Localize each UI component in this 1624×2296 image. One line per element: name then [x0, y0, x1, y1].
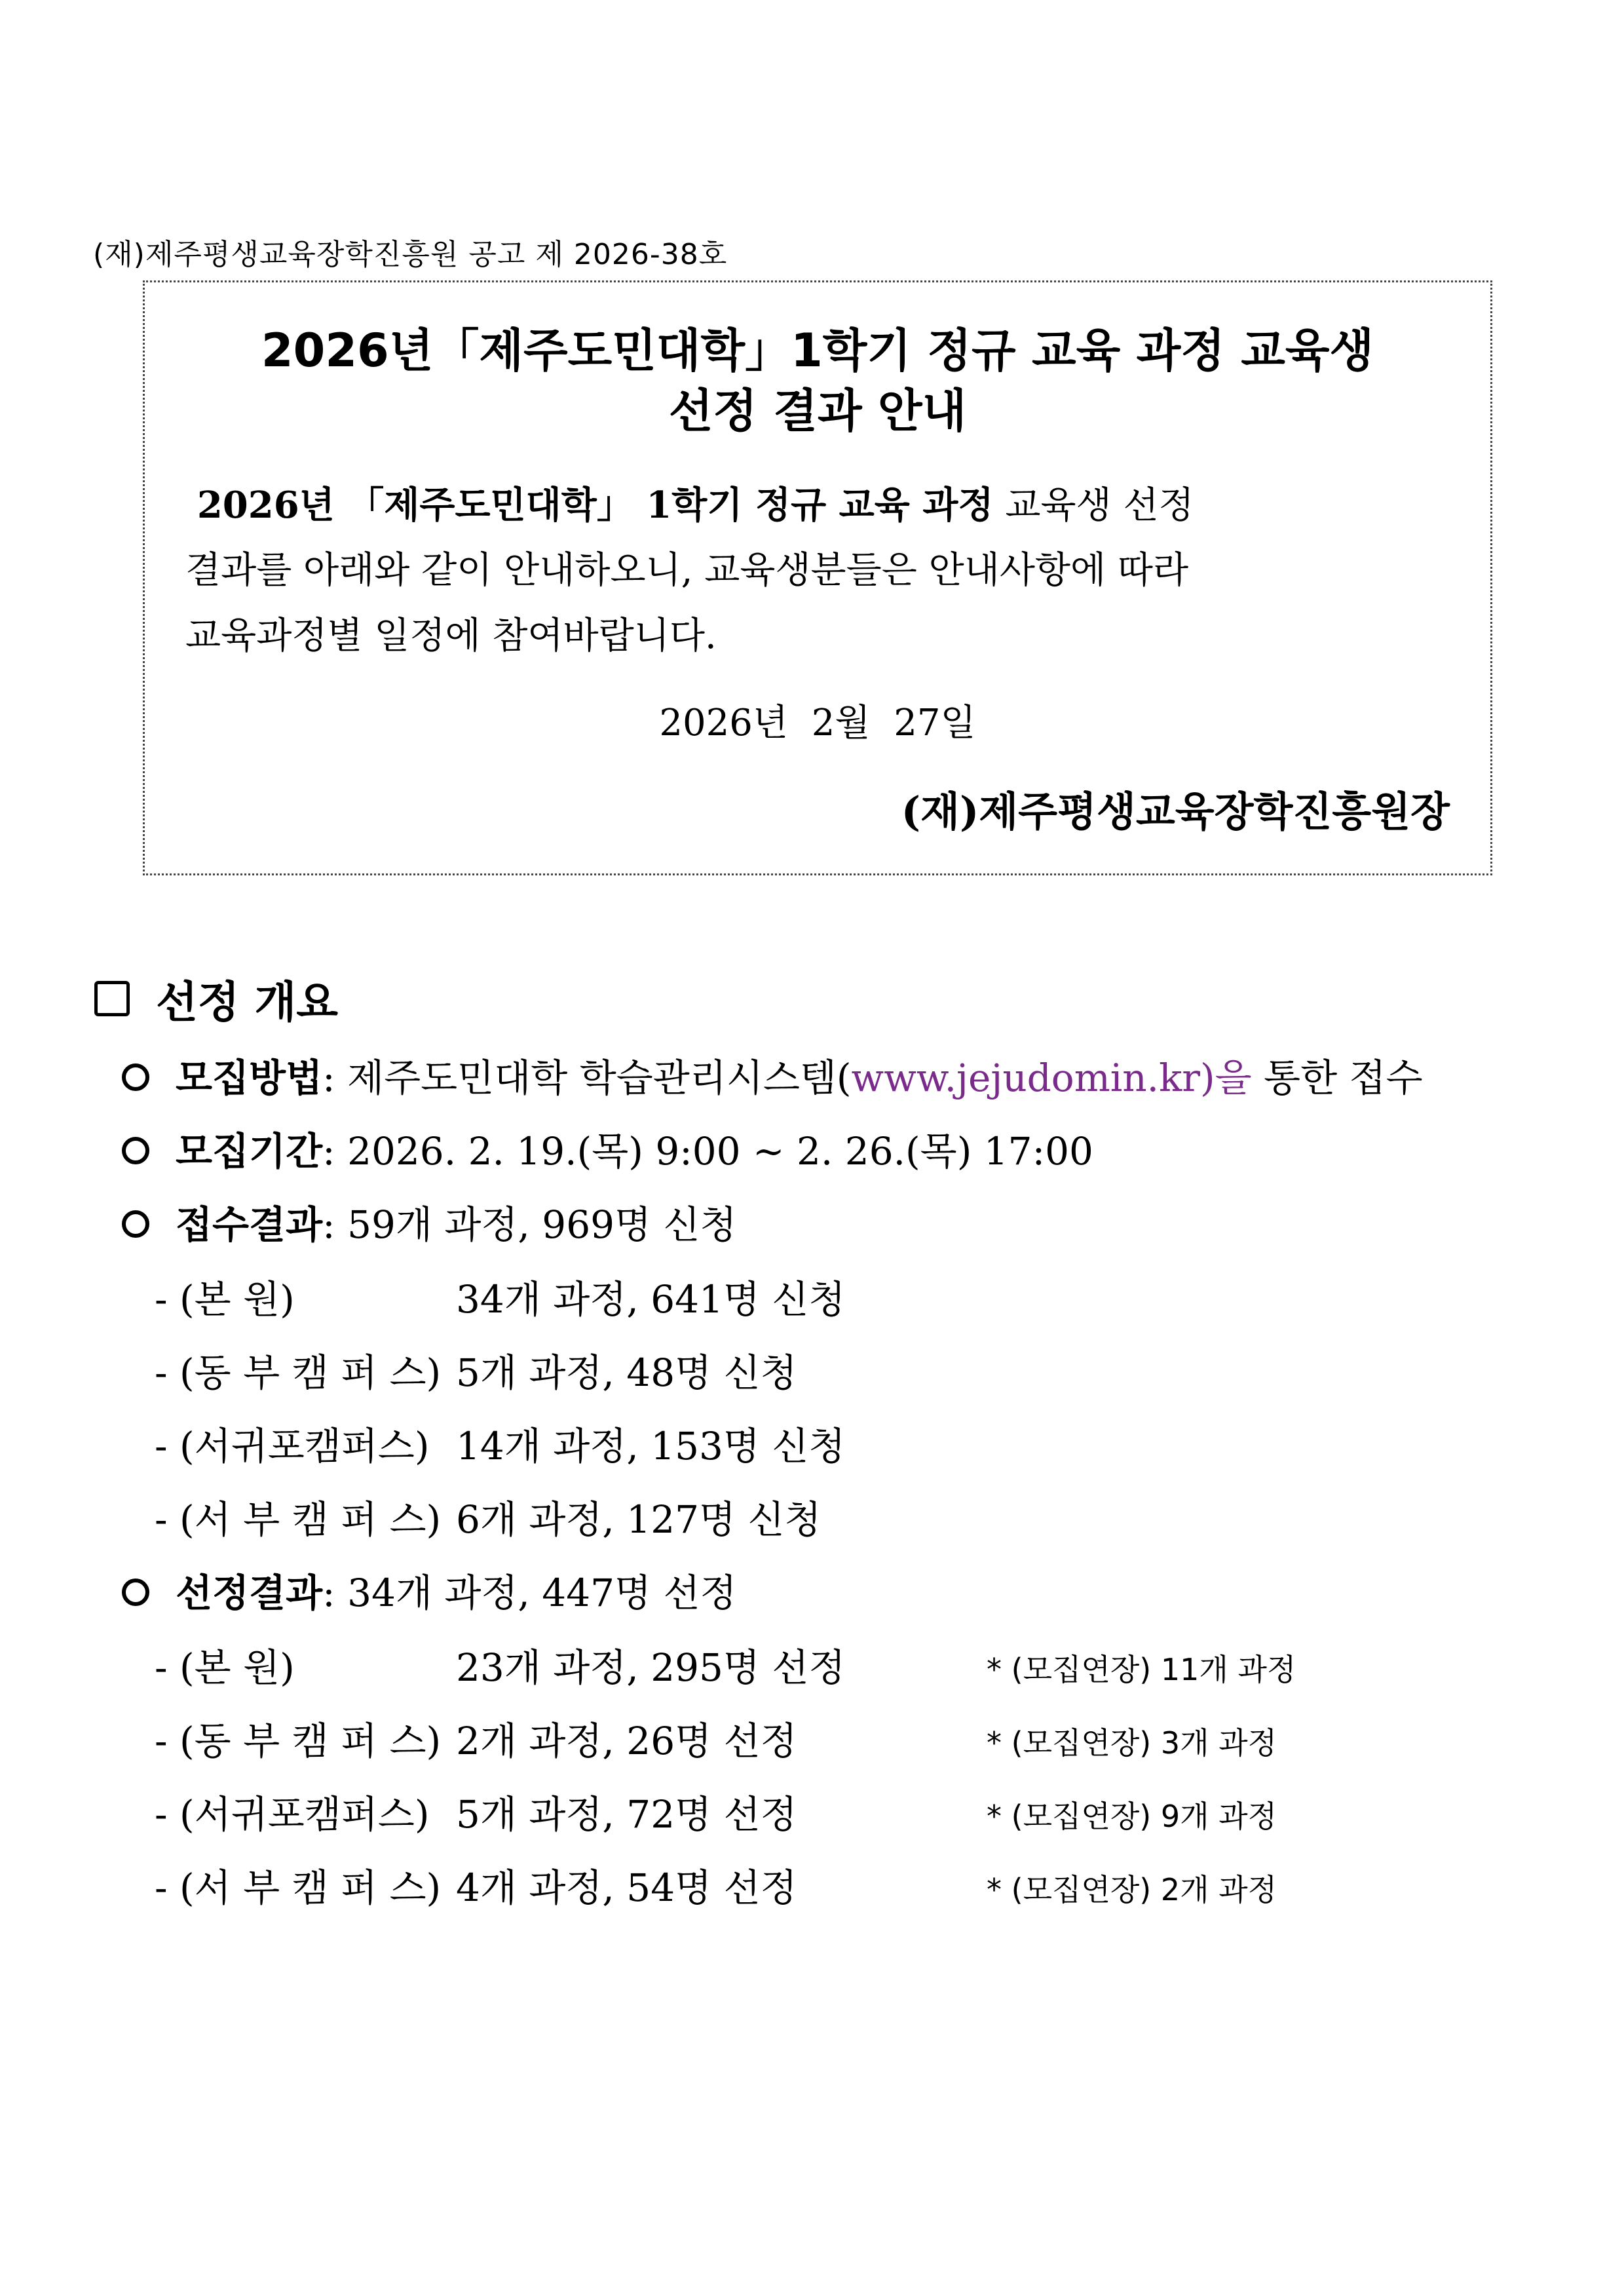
select-row: [122, 1562, 737, 1617]
select-note-west: * (모집연장) 2개 과정: [987, 1872, 1277, 1907]
notice-number: (재)제주평생교육장학진흥원 공고 제 2026-38호: [93, 238, 728, 271]
method-label: 모집방법: [176, 1056, 323, 1100]
body-line-2: 결과를 아래와 같이 안내하오니, 교육생분들은 안내사항에 따라: [185, 549, 1189, 592]
apply-item-east: - (동 부 캠 퍼 스) 5개 과정, 48명 신청: [155, 1350, 797, 1395]
announcement-box: [143, 280, 1492, 875]
announcement-date: 2026년 2월 27일: [659, 702, 976, 744]
select-item-seogwipo: - (서귀포캠퍼스) 5개 과정, 72명 선정: [155, 1792, 797, 1837]
body-line-3: 교육과정별 일정에 참여바랍니다.: [185, 615, 717, 657]
apply-text: : 59개 과정, 969명 신청: [322, 1202, 737, 1247]
apply-item-main: - (본 원) 34개 과정, 641명 신청: [155, 1277, 846, 1322]
circle-bullet-icon: [122, 1578, 149, 1606]
method-row: [122, 1047, 1423, 1102]
select-label: 선정결과: [176, 1571, 323, 1615]
method-tail: 통한 접수: [1251, 1056, 1423, 1100]
circle-bullet-icon: [122, 1063, 149, 1091]
select-item-west: - (서 부 캠 퍼 스) 4개 과정, 54명 선정: [155, 1866, 797, 1910]
section-heading: [94, 967, 338, 1029]
body-line-1: [185, 472, 1456, 539]
body-line-1-rest: 교육생 선정: [993, 484, 1194, 527]
apply-label: 접수결과: [176, 1202, 323, 1247]
apply-item-west: - (서 부 캠 퍼 스) 6개 과정, 127명 신청: [155, 1497, 821, 1542]
title-line-2: 선정 결과 안내: [668, 384, 967, 438]
select-item-main: - (본 원) 23개 과정, 295명 선정: [155, 1645, 846, 1690]
period-label: 모집기간: [176, 1129, 323, 1174]
select-text: : 34개 과정, 447명 선정: [322, 1571, 737, 1615]
apply-item-seogwipo: - (서귀포캠퍼스) 14개 과정, 153명 신청: [155, 1424, 846, 1468]
method-text: : 제주도민대학 학습관리시스템(: [322, 1056, 852, 1100]
select-note-east: * (모집연장) 3개 과정: [987, 1725, 1277, 1761]
body-bold: 2026년 「제주도민대학」 1학기 정규 교육 과정: [197, 484, 994, 527]
apply-row: [122, 1194, 737, 1249]
checkbox-icon: [94, 981, 130, 1016]
select-note-main: * (모집연장) 11개 과정: [987, 1652, 1296, 1687]
circle-bullet-icon: [122, 1210, 149, 1238]
circle-bullet-icon: [122, 1137, 149, 1164]
select-note-seogwipo: * (모집연장) 9개 과정: [987, 1799, 1277, 1834]
section-heading-text: 선정 개요: [156, 977, 339, 1027]
title-line-1: 2026년「제주도민대학」1학기 정규 교육 과정 교육생: [261, 324, 1374, 377]
method-url: www.jejudomin.kr)을: [851, 1056, 1252, 1100]
period-row: [122, 1120, 1093, 1176]
issuer: (재)제주평생교육장학진흥원장: [901, 788, 1450, 835]
select-item-east: - (동 부 캠 퍼 스) 2개 과정, 26명 선정: [155, 1719, 797, 1763]
period-text: : 2026. 2. 19.(목) 9:00 ~ 2. 26.(목) 17:00: [322, 1129, 1093, 1174]
